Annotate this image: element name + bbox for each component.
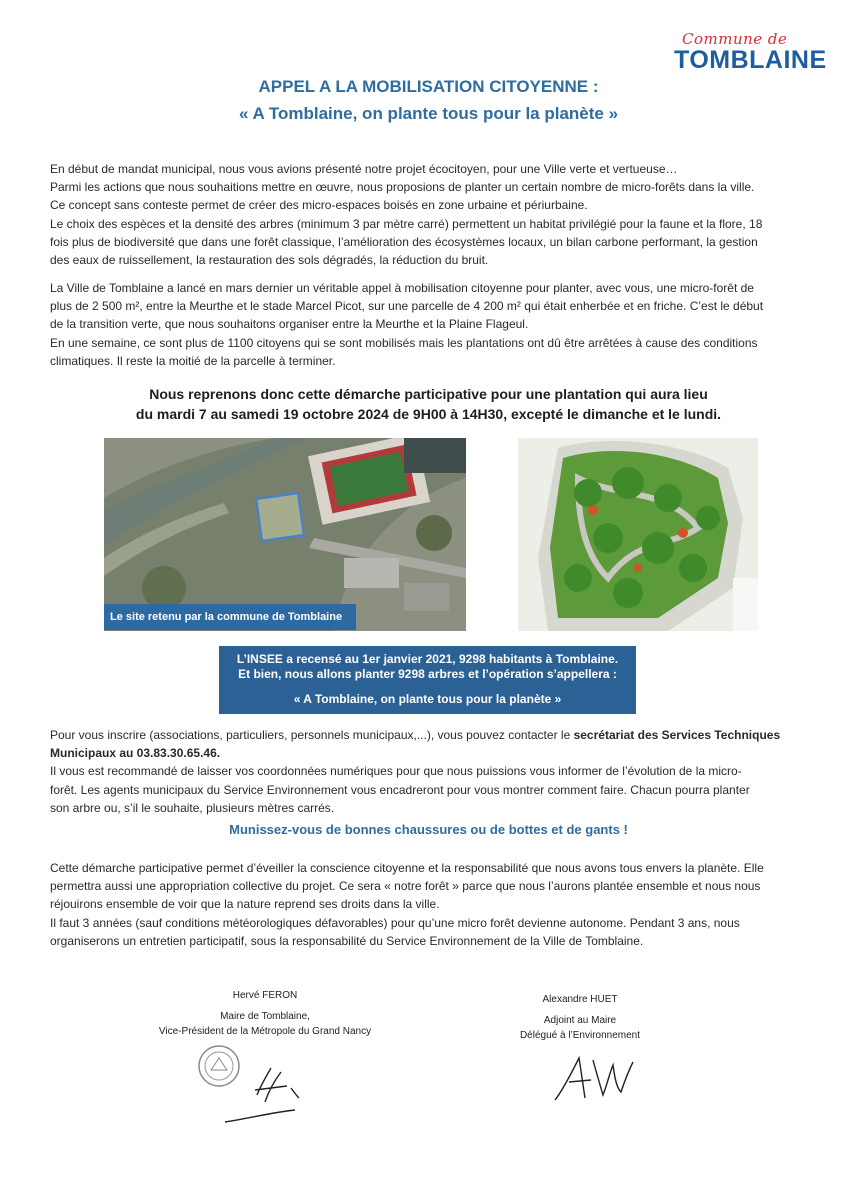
text-line: réjouirons ensemble de voir que la nature reprend ses droits dans la ville.: [50, 897, 440, 912]
text-line: [50, 726, 810, 744]
announcement-line-2: du mardi 7 au samedi 19 octobre 2024 de 9H00 à 14H30, excepté le dimanche et le lundi.: [135, 406, 722, 422]
signatory-right: [480, 992, 680, 1043]
signatory-role: Vice-Président de la Métropole du Grand Nancy: [158, 1026, 372, 1037]
text-line: Cette démarche participative permet d’éveiller la conscience citoyenne et la responsabilité que nous avons tous envers la planète. Elle: [50, 861, 764, 875]
signatory-role: Adjoint au Maire: [543, 1015, 617, 1026]
register-contact: secrétariat des Services Techniques: [573, 728, 781, 742]
text-line: Il faut 3 années (sauf conditions météorologiques défavorables) pour qu’une micro forêt devienne autonome. Pendant 3 ans, nous: [50, 915, 740, 930]
text-line: climatiques. Il reste la moitié de la parcelle à terminer.: [50, 353, 336, 368]
text-line: de la transition verte, que nous souhaitons organiser entre la Meurthe et la Plaine Flageul.: [50, 317, 529, 332]
text-line: fois plus de biodiversité que dans une forêt classique, l’amélioration des écosystèmes locaux, un bilan carbone performant, la gestion: [50, 234, 758, 249]
text-line: plus de 2 500 m², entre la Meurthe et le stade Marcel Picot, sur une parcelle de 4 200 m² qui était enherbée et en friche. C’est le début: [50, 299, 764, 314]
logo-name: TOMBLAINE: [674, 46, 827, 74]
page-title: APPEL A LA MOBILISATION CITOYENNE :: [258, 77, 599, 96]
text-line: [50, 744, 810, 762]
text-line: forêt. Les agents municipaux du Service Environnement vous encadreront pour vous montrer comment faire. Chacun pourra planter: [50, 782, 750, 797]
insee-info-box: [219, 646, 636, 714]
text-line: En début de mandat municipal, nous vous avions présenté notre projet écocitoyen, pour une Ville verte et vertueuse…: [50, 162, 678, 176]
intro-paragraph: [50, 160, 810, 269]
signatory-name: Alexandre HUET: [542, 994, 618, 1005]
micro-forest-plan-image: [518, 438, 758, 631]
text-line: permettra aussi une appropriation collective du projet. Ce sera « notre forêt » parce que nous l’aurons plantée ensemble et nous nous: [50, 879, 761, 894]
text-line: La Ville de Tomblaine a lancé en mars dernier un véritable appel à mobilisation citoyenne pour planter, avec vous, une micro-forêt de: [50, 281, 754, 295]
signature-right: [545, 1040, 645, 1110]
aerial-map-graphic: [104, 438, 466, 631]
register-phone: Municipaux au 03.83.30.65.46.: [50, 746, 221, 761]
signatory-role: Délégué à l’Environnement: [519, 1030, 641, 1041]
commune-logo: [664, 28, 827, 80]
photo-caption: Le site retenu par la commune de Tomblaine: [104, 604, 356, 630]
text-line: son arbre ou, s’il le souhaite, plusieurs mètres carrés.: [50, 800, 335, 815]
aerial-site-photo: [104, 438, 466, 631]
registration-paragraph: [50, 726, 810, 817]
text-line: Parmi les actions que nous souhaitions mettre en œuvre, nous proposions de planter un certain nombre de micro-forêts dans la ville.: [50, 180, 755, 195]
equipment-reminder: Munissez-vous de bonnes chaussures ou de bottes et de gants !: [229, 822, 628, 837]
text-line: organiserons un entretien participatif, sous la responsabilité du Service Environnement de la Ville de Tomblaine.: [50, 933, 644, 948]
logo-script-text: Commune de: [682, 30, 788, 48]
signature-left-with-seal: [195, 1040, 325, 1130]
text-line: Le choix des espèces et la densité des arbres (minimum 3 par mètre carré) permettent un habitat privilégié pour la faune et la flore, 18: [50, 216, 763, 231]
text-line: Ce concept sans conteste permet de créer des micro-espaces boisés en zone urbaine et périurbaine.: [50, 198, 588, 213]
insee-line-3: « A Tomblaine, on plante tous pour la planète »: [293, 692, 562, 706]
official-seal-icon: [199, 1046, 239, 1086]
closing-paragraph: [50, 859, 810, 950]
text-line: Il vous est recommandé de laisser vos coordonnées numériques pour que nous puissions vous informer de l’évolution de la micro-: [50, 764, 742, 779]
history-paragraph: [50, 279, 810, 370]
text-line: des eaux de ruissellement, la restauration des sols dégradés, la réduction du bruit.: [50, 253, 489, 268]
text-line: En une semaine, ce sont plus de 1100 citoyens qui se sont mobilisés mais les plantations ont dû être arrêtées à cause des conditions: [50, 335, 758, 350]
forest-plan-graphic: [518, 438, 758, 631]
signatory-left: [140, 988, 390, 1039]
register-text: Pour vous inscrire (associations, particuliers, personnels municipaux,...), vous pouvez contacter le: [50, 728, 574, 742]
page-subtitle: « A Tomblaine, on plante tous pour la planète »: [238, 104, 619, 123]
signatory-role: Maire de Tomblaine,: [220, 1011, 310, 1022]
insee-line-2: Et bien, nous allons planter 9298 arbres et l’opération s’appellera :: [238, 667, 617, 681]
insee-line-1: L’INSEE a recensé au 1er janvier 2021, 9298 habitants à Tomblaine.: [236, 652, 619, 666]
announcement-line-1: Nous reprenons donc cette démarche participative pour une plantation qui aura lieu: [149, 386, 708, 402]
signatory-name: Hervé FERON: [232, 990, 298, 1001]
